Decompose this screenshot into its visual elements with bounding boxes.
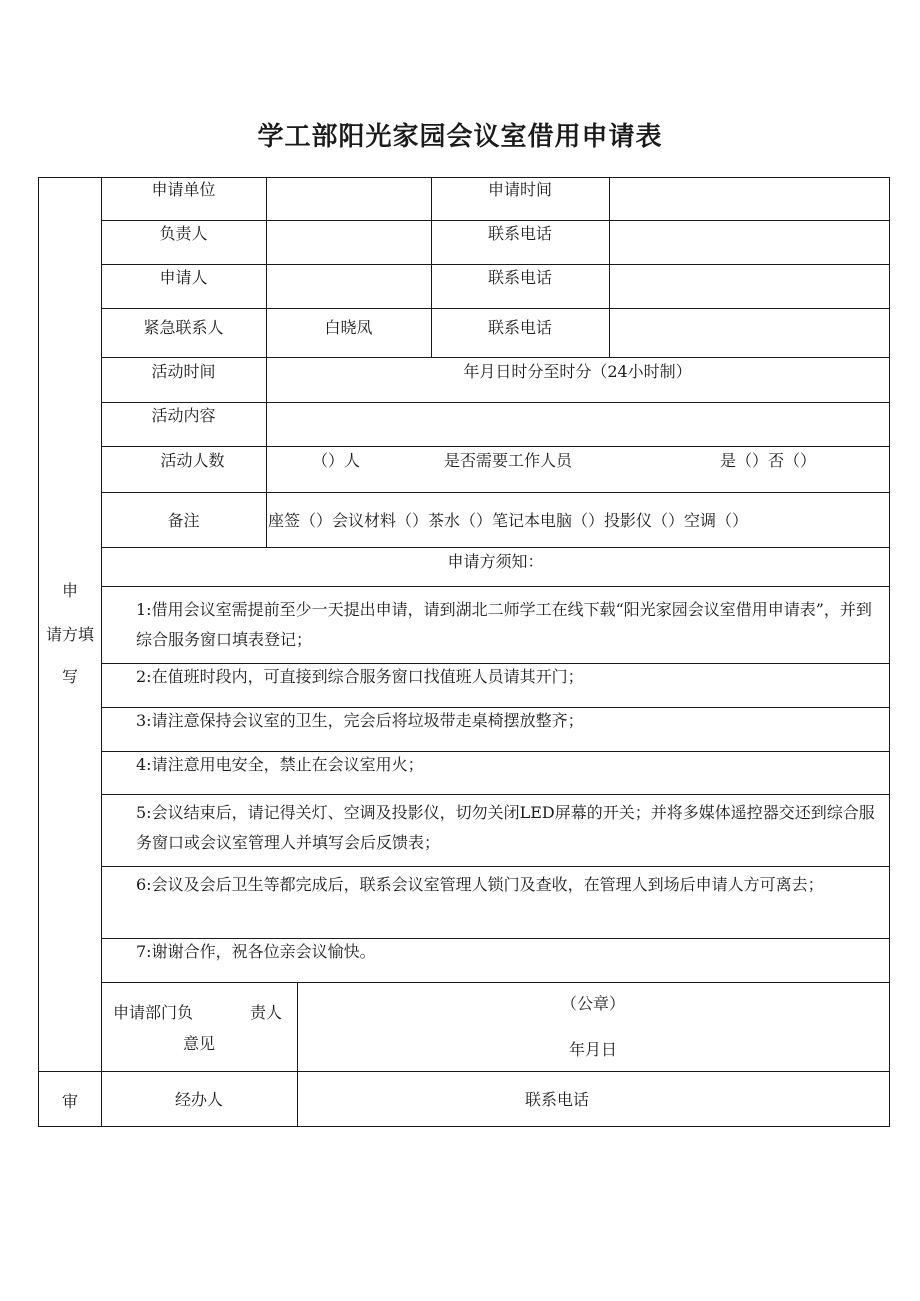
notice-item: 7:谢谢合作，祝各位亲会议愉快。 — [136, 942, 376, 961]
label-applicant: 申请人 — [159, 268, 208, 287]
notice-item: 2:在值班时段内，可直接到综合服务窗口找值班人员请其开门； — [136, 667, 584, 686]
side-label-1: 申 — [61, 581, 78, 600]
emergency-contact-value: 白晓凤 — [324, 318, 373, 337]
label-contact-phone-3: 联系电话 — [487, 318, 552, 337]
page-title: 学工部阳光家园会议室借用申请表 — [257, 122, 663, 152]
activity-time-value: 年月日时分至时分（24小时制） — [463, 362, 692, 381]
label-need-staff: 是否需要工作人员 — [444, 451, 573, 470]
dept-label-part3: 意见 — [182, 1034, 215, 1053]
label-apply-time: 申请时间 — [487, 180, 552, 199]
label-contact-phone-1: 联系电话 — [487, 224, 552, 243]
dept-label-part2: 责人 — [250, 1003, 283, 1022]
notice-item: 4:请注意用电安全，禁止在会议室用火； — [136, 755, 424, 774]
seal-label: （公章） — [560, 994, 625, 1013]
label-emergency-contact: 紧急联系人 — [143, 318, 224, 337]
side-label-approve: 审 — [61, 1092, 78, 1111]
date-label: 年月日 — [568, 1040, 617, 1059]
notice-heading: 申请方须知： — [447, 552, 544, 571]
notice-item: 6:会议及会后卫生等都完成后，联系会议室管理人锁门及查收，在管理人到场后申请人方可离去； — [136, 875, 824, 894]
label-approval-phone: 联系电话 — [524, 1090, 589, 1109]
label-remarks: 备注 — [167, 511, 200, 530]
remarks-options: 座签（）会议材料（）茶水（）笔记本电脑（）投影仪（）空调（） — [268, 511, 749, 530]
label-applicant-unit: 申请单位 — [151, 180, 216, 199]
label-activity-content: 活动内容 — [151, 406, 216, 425]
side-label-3: 写 — [61, 667, 78, 686]
side-label-2: 请方填 — [45, 625, 94, 644]
label-activity-time: 活动时间 — [151, 362, 216, 381]
notice-item: 5:会议结束后，请记得关灯、空调及投影仪，切勿关闭LED屏幕的开关；并将多媒体遥控器交还到综合服务窗口或会议室管理人并填写会后反馈表； — [136, 803, 875, 852]
label-activity-count: 活动人数 — [160, 451, 225, 470]
notice-item: 3:请注意保持会议室的卫生，完会后将垃圾带走桌椅摆放整齐； — [136, 711, 584, 730]
label-contact-phone-2: 联系电话 — [487, 268, 552, 287]
need-staff-yes-no: 是（）否（） — [720, 451, 817, 470]
label-leader: 负责人 — [159, 224, 208, 243]
dept-label-part1: 申请部门负 — [113, 1003, 194, 1022]
label-handler: 经办人 — [174, 1090, 223, 1109]
activity-count-value: （）人 — [312, 451, 361, 470]
notice-item: 1:借用会议室需提前至少一天提出申请，请到湖北二师学工在线下载“阳光家园会议室借用申请表”，并到综合服务窗口填表登记； — [136, 600, 872, 649]
